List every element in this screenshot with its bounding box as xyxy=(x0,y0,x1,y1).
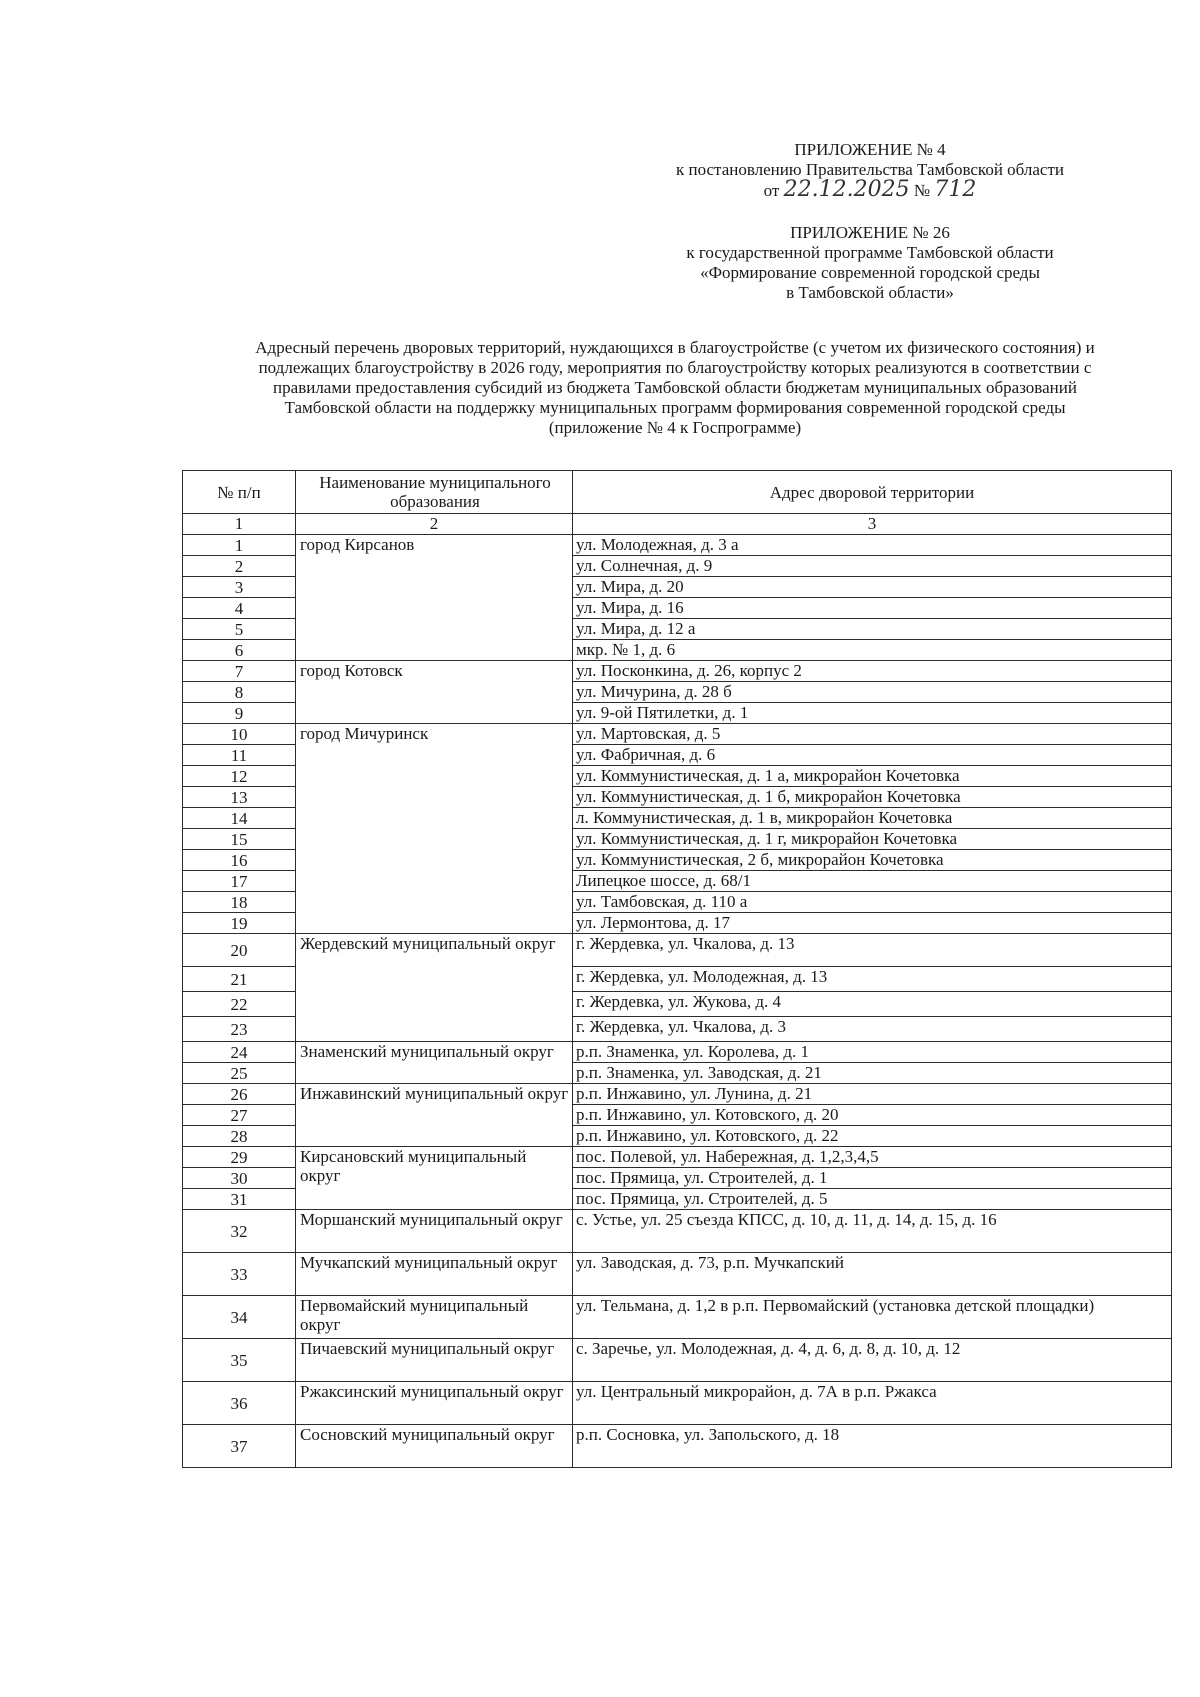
yard-address: с. Устье, ул. 25 съезда КПСС, д. 10, д. 11, д. 14, д. 15, д. 16 xyxy=(573,1210,1172,1253)
row-number: 1 xyxy=(183,535,296,556)
row-number: 31 xyxy=(183,1189,296,1210)
yard-address: р.п. Инжавино, ул. Лунина, д. 21 xyxy=(573,1084,1172,1105)
yard-address: р.п. Сосновка, ул. Запольского, д. 18 xyxy=(573,1425,1172,1468)
municipality-name: город Кирсанов xyxy=(296,535,573,661)
table-row xyxy=(183,1339,1172,1382)
municipality-name: Жердевский муниципальный округ xyxy=(296,934,573,1042)
column-index-row xyxy=(183,514,1172,535)
title-line-3: правилами предоставления субсидий из бюджета Тамбовской области бюджетам муниципальных образований xyxy=(273,378,1077,397)
row-number: 34 xyxy=(183,1296,296,1339)
yard-address: Липецкое шоссе, д. 68/1 xyxy=(573,871,1172,892)
table-row xyxy=(183,1425,1172,1468)
yard-address: р.п. Знаменка, ул. Королева, д. 1 xyxy=(573,1042,1172,1063)
row-number: 28 xyxy=(183,1126,296,1147)
municipality-name: Моршанский муниципальный округ xyxy=(296,1210,573,1253)
header-municipality: Наименование муниципального образования xyxy=(296,471,573,514)
handwritten-date: 22.12.2025 xyxy=(783,177,910,202)
row-number: 9 xyxy=(183,703,296,724)
yard-address: г. Жердевка, ул. Чкалова, д. 13 xyxy=(573,934,1172,967)
row-number: 13 xyxy=(183,787,296,808)
title-line-4: Тамбовской области на поддержку муниципальных программ формирования современной городской среды xyxy=(284,398,1066,417)
yard-address: ул. Мира, д. 16 xyxy=(573,598,1172,619)
row-number: 14 xyxy=(183,808,296,829)
title-line-2: подлежащих благоустройству в 2026 году, мероприятия по благоустройству которых реализуются в соответствии с xyxy=(258,358,1092,377)
yard-address: ул. Тамбовская, д. 110 а xyxy=(573,892,1172,913)
yard-address: с. Заречье, ул. Молодежная, д. 4, д. 6, д. 8, д. 10, д. 12 xyxy=(573,1339,1172,1382)
appendix-4-date-line xyxy=(640,177,1100,202)
municipality-name: Сосновский муниципальный округ xyxy=(296,1425,573,1468)
row-number: 30 xyxy=(183,1168,296,1189)
header-block xyxy=(640,140,1100,303)
row-number: 3 xyxy=(183,577,296,598)
municipality-name: Знаменский муниципальный округ xyxy=(296,1042,573,1084)
table-row xyxy=(183,1084,1172,1105)
yard-address: г. Жердевка, ул. Жукова, д. 4 xyxy=(573,992,1172,1017)
yard-address: г. Жердевка, ул. Чкалова, д. 3 xyxy=(573,1017,1172,1042)
municipality-name: Кирсановский муниципальный округ xyxy=(296,1147,573,1210)
yard-address: ул. Мира, д. 12 а xyxy=(573,619,1172,640)
yard-address: ул. Коммунистическая, 2 б, микрорайон Кочетовка xyxy=(573,850,1172,871)
row-number: 5 xyxy=(183,619,296,640)
row-number: 10 xyxy=(183,724,296,745)
row-number: 32 xyxy=(183,1210,296,1253)
row-number: 27 xyxy=(183,1105,296,1126)
yard-address: р.п. Инжавино, ул. Котовского, д. 22 xyxy=(573,1126,1172,1147)
row-number: 37 xyxy=(183,1425,296,1468)
number-sign: № xyxy=(913,181,931,200)
municipality-name: Мучкапский муниципальный округ xyxy=(296,1253,573,1296)
date-prefix: от xyxy=(763,181,780,200)
yard-address: г. Жердевка, ул. Молодежная, д. 13 xyxy=(573,967,1172,992)
yard-address: ул. Солнечная, д. 9 xyxy=(573,556,1172,577)
row-number: 19 xyxy=(183,913,296,934)
yard-address: р.п. Инжавино, ул. Котовского, д. 20 xyxy=(573,1105,1172,1126)
row-number: 15 xyxy=(183,829,296,850)
appendix-4-subtitle: к постановлению Правительства Тамбовской области xyxy=(675,160,1065,179)
row-number: 36 xyxy=(183,1382,296,1425)
appendix-26-line-1: к государственной программе Тамбовской области xyxy=(686,243,1054,262)
municipality-name: Ржаксинский муниципальный округ xyxy=(296,1382,573,1425)
row-number: 7 xyxy=(183,661,296,682)
yard-address: ул. Посконкина, д. 26, корпус 2 xyxy=(573,661,1172,682)
appendix-26-title: ПРИЛОЖЕНИЕ № 26 xyxy=(790,223,950,242)
yard-address: ул. Тельмана, д. 1,2 в р.п. Первомайский (установка детской площадки) xyxy=(573,1296,1172,1339)
table-header-row xyxy=(183,471,1172,514)
table-row xyxy=(183,724,1172,745)
table-row xyxy=(183,934,1172,967)
column-index-2: 2 xyxy=(296,514,573,535)
yard-address: ул. Центральный микрорайон, д. 7А в р.п. Ржакса xyxy=(573,1382,1172,1425)
row-number: 6 xyxy=(183,640,296,661)
row-number: 11 xyxy=(183,745,296,766)
yard-address: ул. Мичурина, д. 28 б xyxy=(573,682,1172,703)
row-number: 26 xyxy=(183,1084,296,1105)
yard-address: пос. Прямица, ул. Строителей, д. 1 xyxy=(573,1168,1172,1189)
row-number: 2 xyxy=(183,556,296,577)
handwritten-number: 712 xyxy=(934,177,977,202)
header-number: № п/п xyxy=(183,471,296,514)
municipality-name: Пичаевский муниципальный округ xyxy=(296,1339,573,1382)
appendix-26-line-3: в Тамбовской области» xyxy=(786,283,954,302)
yard-address: ул. Фабричная, д. 6 xyxy=(573,745,1172,766)
municipality-name: Первомайский муниципальный округ xyxy=(296,1296,573,1339)
table-row xyxy=(183,1210,1172,1253)
yard-address: ул. Коммунистическая, д. 1 б, микрорайон Кочетовка xyxy=(573,787,1172,808)
table-row xyxy=(183,1382,1172,1425)
table-row xyxy=(183,1296,1172,1339)
table-row xyxy=(183,1042,1172,1063)
title-line-1: Адресный перечень дворовых территорий, нуждающихся в благоустройстве (с учетом их физического состояния) и xyxy=(255,338,1095,357)
row-number: 17 xyxy=(183,871,296,892)
document-title xyxy=(185,338,1165,438)
municipality-name: Инжавинский муниципальный округ xyxy=(296,1084,573,1147)
row-number: 24 xyxy=(183,1042,296,1063)
yard-address: л. Коммунистическая, д. 1 в, микрорайон Кочетовка xyxy=(573,808,1172,829)
municipality-name: город Мичуринск xyxy=(296,724,573,934)
row-number: 35 xyxy=(183,1339,296,1382)
yard-address: пос. Прямица, ул. Строителей, д. 5 xyxy=(573,1189,1172,1210)
yard-address: ул. 9-ой Пятилетки, д. 1 xyxy=(573,703,1172,724)
municipality-name: город Котовск xyxy=(296,661,573,724)
row-number: 22 xyxy=(183,992,296,1017)
yard-address: мкр. № 1, д. 6 xyxy=(573,640,1172,661)
row-number: 16 xyxy=(183,850,296,871)
table-row xyxy=(183,661,1172,682)
yard-address: пос. Полевой, ул. Набережная, д. 1,2,3,4,5 xyxy=(573,1147,1172,1168)
yard-address: ул. Коммунистическая, д. 1 г, микрорайон Кочетовка xyxy=(573,829,1172,850)
appendix-4-title: ПРИЛОЖЕНИЕ № 4 xyxy=(794,140,946,159)
row-number: 25 xyxy=(183,1063,296,1084)
yard-address: ул. Лермонтова, д. 17 xyxy=(573,913,1172,934)
column-index-3: 3 xyxy=(573,514,1172,535)
row-number: 12 xyxy=(183,766,296,787)
yard-address: ул. Мира, д. 20 xyxy=(573,577,1172,598)
row-number: 20 xyxy=(183,934,296,967)
row-number: 4 xyxy=(183,598,296,619)
column-index-1: 1 xyxy=(183,514,296,535)
table-row xyxy=(183,535,1172,556)
yard-address: ул. Заводская, д. 73, р.п. Мучкапский xyxy=(573,1253,1172,1296)
row-number: 33 xyxy=(183,1253,296,1296)
appendix-26-line-2: «Формирование современной городской среды xyxy=(700,263,1040,282)
yard-address: р.п. Знаменка, ул. Заводская, д. 21 xyxy=(573,1063,1172,1084)
yard-address: ул. Молодежная, д. 3 а xyxy=(573,535,1172,556)
row-number: 29 xyxy=(183,1147,296,1168)
title-line-5: (приложение № 4 к Госпрограмме) xyxy=(548,418,802,437)
row-number: 18 xyxy=(183,892,296,913)
table-row xyxy=(183,1253,1172,1296)
address-table xyxy=(182,470,1172,1468)
yard-address: ул. Коммунистическая, д. 1 а, микрорайон Кочетовка xyxy=(573,766,1172,787)
yard-address: ул. Мартовская, д. 5 xyxy=(573,724,1172,745)
row-number: 21 xyxy=(183,967,296,992)
row-number: 23 xyxy=(183,1017,296,1042)
table-row xyxy=(183,1147,1172,1168)
header-address: Адрес дворовой территории xyxy=(573,471,1172,514)
row-number: 8 xyxy=(183,682,296,703)
